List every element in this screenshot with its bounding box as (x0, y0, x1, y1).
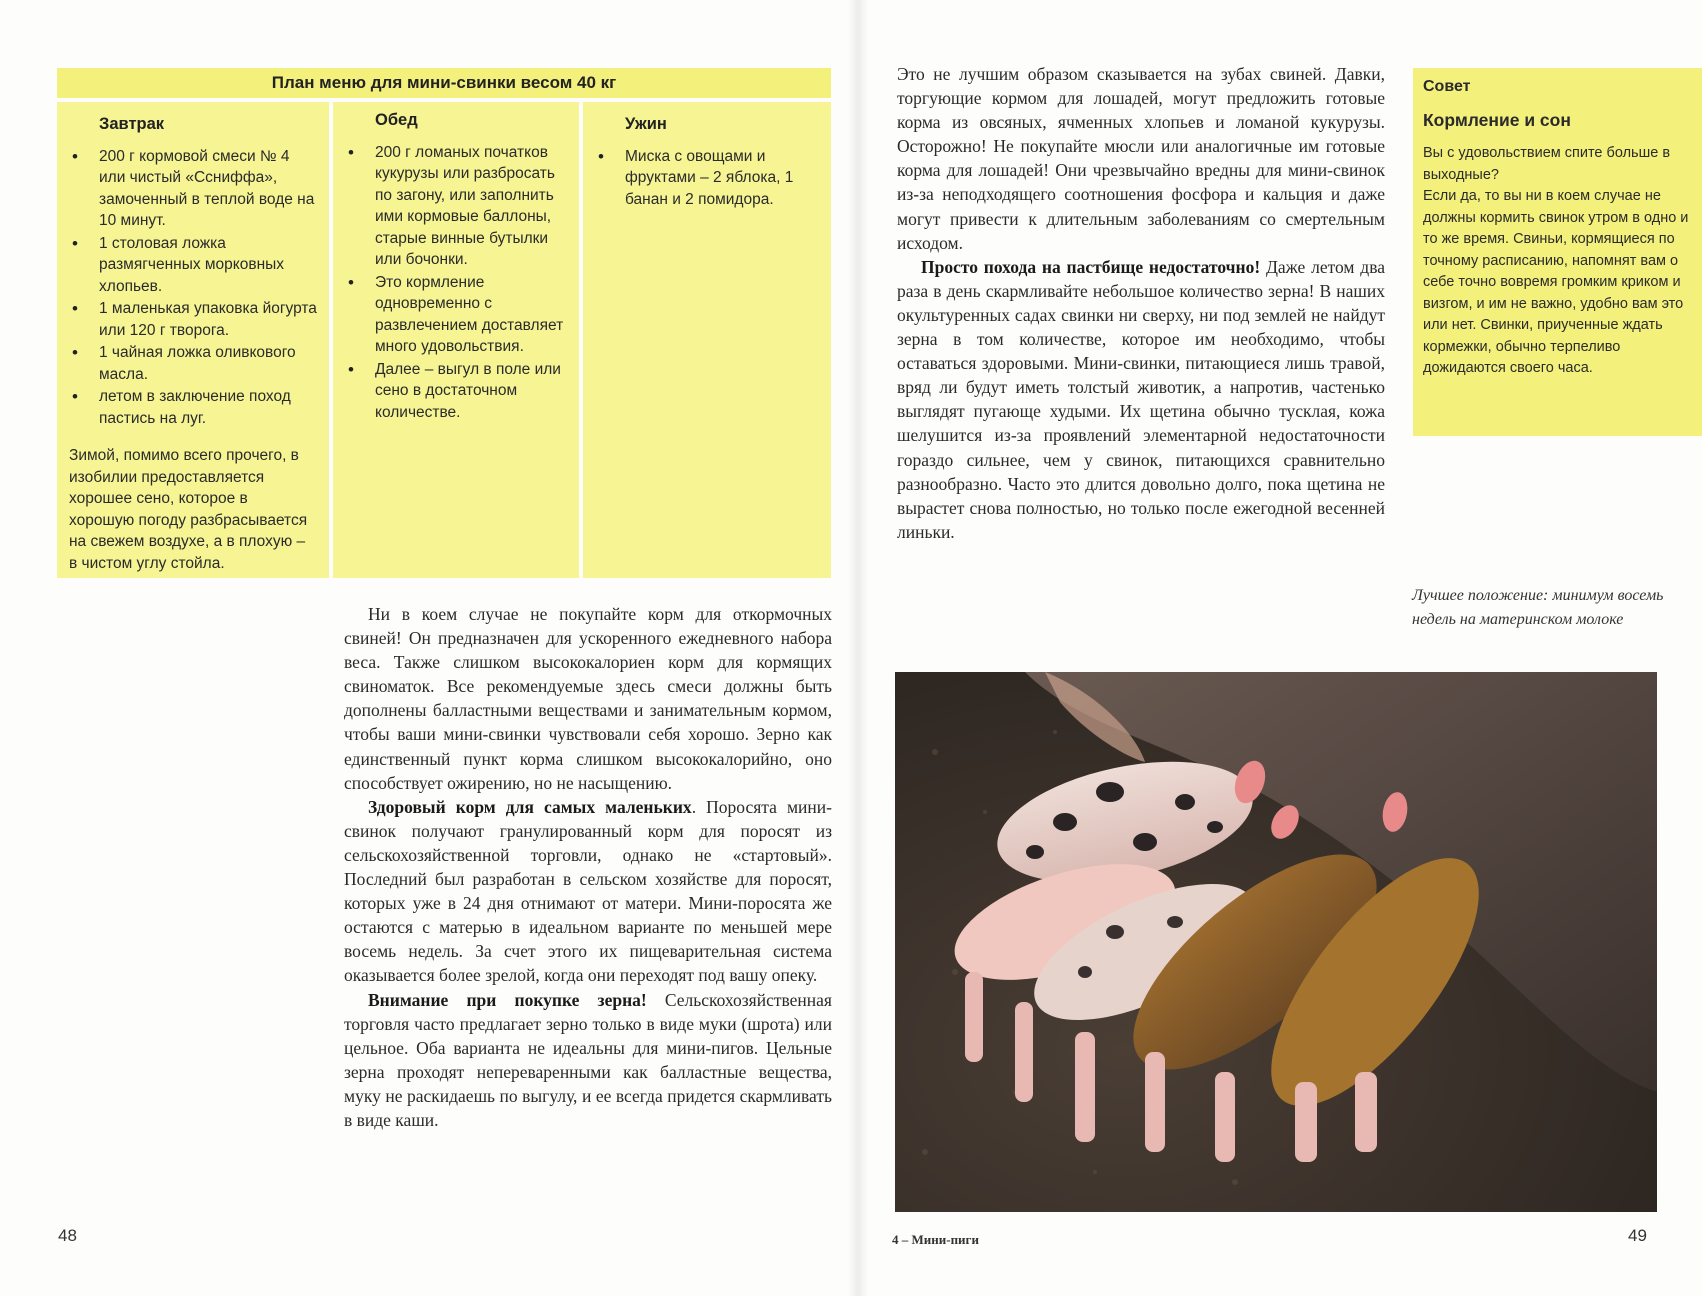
tip-box (1413, 68, 1702, 436)
breakfast-list (69, 146, 317, 430)
breakfast-note: Зимой, помимо всего прочего, в изобилии предоставляется хорошее сено, которое в хорошую погоду разбрасывается на свежем воздухе, а в плохую – в чистом углу стойла. (69, 447, 308, 572)
running-head: 4 – Мини-пиги (892, 1232, 979, 1247)
piglets-illustration (895, 672, 1657, 1212)
list-item: • 1 маленькая упаковка йогурта или 120 г творога. (69, 298, 317, 341)
tip-label: Совет (1423, 78, 1471, 95)
breakfast-heading: Завтрак (99, 115, 165, 133)
tip-question: Вы с удовольствием спите больше в выходные? (1423, 145, 1671, 183)
paragraph: Ни в коем случае не покупайте корм для откормочных свиней! Он предназначен для ускоренного ежедневного набора веса. Также слишком высококалориен корм для кормящих свиноматок. Все рекомендуемые здесь смеси должны быть дополнены балластными веществами и занимательным кормом, чтобы ваши мини-свинки чувствовали себя хорошо. Зерно как единственный пункт корма слишком высококалорийно, оно способствует ожирению, но не насыщению. (344, 604, 832, 793)
paragraph (897, 255, 1385, 544)
paragraph (344, 795, 832, 988)
paragraph-lead: Просто похода на пастбище недостаточно! (921, 256, 1261, 277)
paragraph (344, 988, 832, 1133)
paragraph-text: . Поросята мини-свинок получают гранулированный корм для поросят из сельскохозяйственной торговли, однако не «стартовый». Последний был разработан в сельском хозяйстве для поросят, которых уже в 24 дня отнимают от матери. Мини-поросята же остаются с матерью в идеальном варианте по меньшей мере восемь недель. За счет этого их пищеварительная система оказывается более зрелой, когда они переходят под вашу опеку. (344, 796, 832, 986)
tip-body (1423, 143, 1690, 380)
dinner-list (595, 146, 819, 211)
piglets-photo (895, 672, 1657, 1212)
list-item: • Далее – выгул в поле или сено в достаточном количестве. (345, 359, 567, 424)
list-item: • 200 г кормовой смеси № 4 или чистый «Ссниффа», замоченный в теплой воде на 10 минут. (69, 146, 317, 232)
paragraph-lead: Внимание при покупке зерна! (368, 989, 647, 1010)
paragraph-lead: Здоровый корм для самых маленьких (368, 796, 692, 817)
menu-plan-box (57, 68, 831, 578)
page-gutter (848, 0, 868, 1296)
dinner-heading: Ужин (625, 115, 667, 133)
list-item: • 1 столовая ложка размягченных морковных хлопьев. (69, 233, 317, 298)
page-number-left: 48 (58, 1226, 77, 1245)
photo-caption: Лучшее положение: минимум восемь недель на материнском молоке (1412, 587, 1664, 628)
list-item: • Это кормление одновременно с развлечением доставляет много удовольствия. (345, 272, 567, 358)
left-page-text (344, 602, 832, 1132)
tip-heading: Кормление и сон (1423, 110, 1571, 130)
list-item: • 200 г ломаных початков кукурузы или разбросать по загону, или заполнить ими кормовые баллоны, старые винные бутылки или бочонки. (345, 142, 567, 271)
lunch-column (333, 102, 579, 578)
tip-answer: Если да, то вы ни в коем случае не должны кормить свинок утром в одно и то же время. Свиньи, кормящиеся по точному расписанию, напомнят вам о себе точно вовремя громким криком и визгом, и им не важно, удобно вам это или нет. Свинки, приученные ждать кормежки, обычно терпеливо дожидаются своего часа. (1423, 188, 1689, 376)
menu-plan-title: План меню для мини-свинки весом 40 кг (57, 68, 831, 98)
paragraph: Это не лучшим образом сказывается на зубах свиней. Давки, торгующие кормом для лошадей, могут предложить готовые корма из овсяных, ячменных хлопьев и ломаной кукурузы. Осторожно! Не покупайте мюсли или аналогичные им готовые корма для лошадей! Они чрезвычайно вредны для мини-свинок из-за неподходящего соотношения фосфора и кальция и даже могут привести к длительным заболеваниям со смертельным исходом. (897, 64, 1385, 253)
paragraph-text: Даже летом два раза в день скармливайте небольшое количество зерна! В наших окультуренных садах свинки ни сверху, ни под землей не найдут зерна в том количестве, которое им необходимо, чтобы оставаться здоровыми. Мини-свинки, питающиеся лишь травой, вряд ли будут иметь толстый животик, а напротив, частенько выглядят пугающе худыми. Их щетина обычно тусклая, кожа шелушится из-за проявлений элементарной недостаточности гораздо сильнее, чем у свинок, питающихся сравнительно разнообразно. Часто это длится довольно долго, пока щетина не вырастет снова полностью, но только после ежегодной весенней линьки. (897, 256, 1385, 542)
list-item: • летом в заключение поход пастись на луг. (69, 386, 317, 429)
dinner-column (583, 102, 831, 578)
paragraph-text: Сельскохозяйственная торговля часто предлагает зерно только в виде муки (шрота) или цельное. Оба варианта не идеальны для мини-пигов. Цельные зерна проходят непереваренными как балластные вещества, муку не раскидаешь по выгулу, и ее всегда придется скармливать в виде каши. (344, 989, 832, 1130)
list-item: • 1 чайная ложка оливкового масла. (69, 342, 317, 385)
breakfast-column (57, 102, 329, 578)
lunch-list (345, 142, 567, 424)
page-number-right: 49 (1628, 1226, 1647, 1245)
right-page-text (897, 62, 1385, 544)
list-item: • Миска с овощами и фруктами – 2 яблока, 1 банан и 2 помидора. (595, 146, 819, 211)
lunch-heading: Обед (375, 111, 418, 129)
